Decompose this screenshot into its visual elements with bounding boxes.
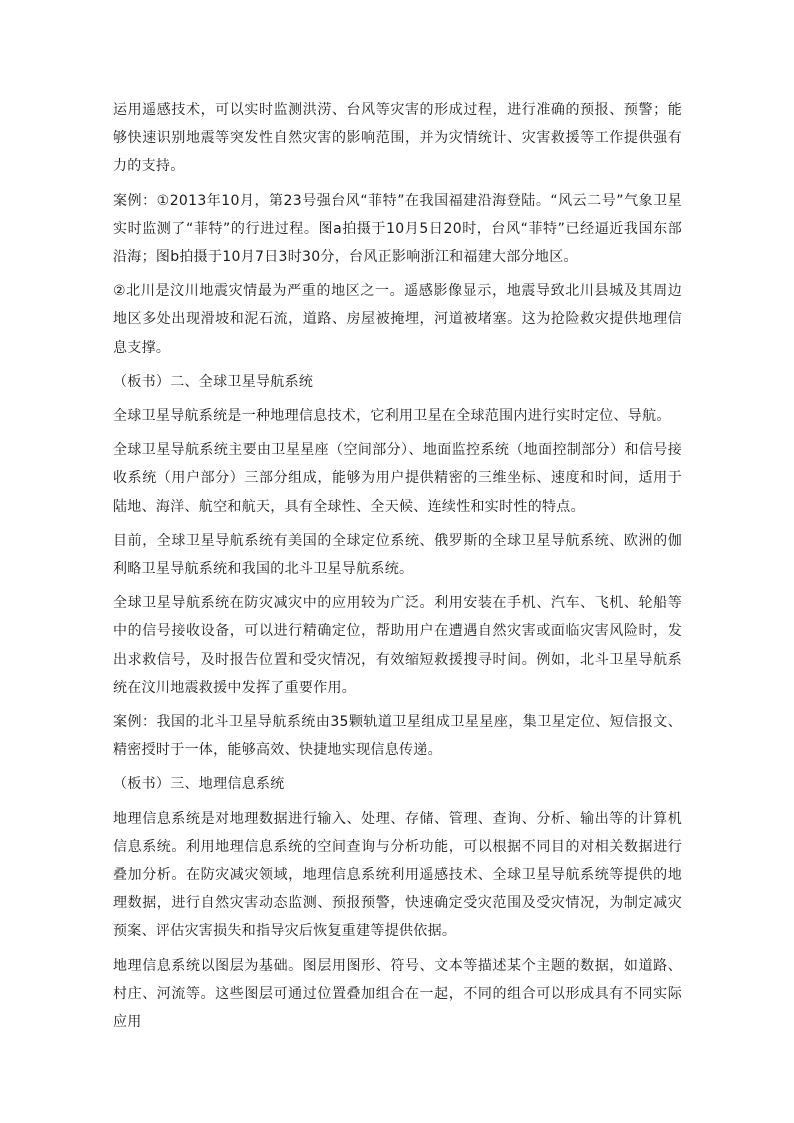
- paragraph-case-typhoon: 案例：①2013年10月，第23号强台风“菲特”在我国福建沿海登陆。“风云二号”气象卫星实时监测了“菲特”的行进过程。图a拍摄于10月5日20时，台风“菲特”已经逼近我国东部沿海；图b拍摄于10月7日3时30分，台风正影响浙江和福建大部分地区。: [113, 192, 682, 266]
- paragraph-gnss-systems: 目前，全球卫星导航系统有美国的全球定位系统、俄罗斯的全球卫星导航系统、欧洲的伽利略卫星导航系统和我国的北斗卫星导航系统。: [113, 532, 682, 578]
- paragraph-gnss-components: 全球卫星导航系统主要由卫星星座（空间部分）、地面监控系统（地面控制部分）和信号接收系统（用户部分）三部分组成，能够为用户提供精密的三维坐标、速度和时间，适用于陆地、海洋、航空和航天，具有全球性、全天候、连续性和实时性的特点。: [113, 442, 682, 515]
- paragraph-gnss-definition: 全球卫星导航系统是一种地理信息技术，它利用卫星在全球范围内进行实时定位、导航。: [113, 408, 671, 425]
- section-heading-gis: （板书）三、地理信息系统: [113, 776, 285, 793]
- paragraph-case-beidou: 案例：我国的北斗卫星导航系统由35颗轨道卫星组成卫星星座，集卫星定位、短信报文、精密授时于一体，能够高效、快捷地实现信息传递。: [113, 714, 682, 759]
- section-heading-gnss: （板书）二、全球卫星导航系统: [113, 373, 314, 390]
- paragraph-gis-definition: 地理信息系统是对地理数据进行输入、处理、存储、管理、查询、分析、输出等的计算机信息系统。利用地理信息系统的空间查询与分析功能，可以根据不同目的对相关数据进行叠加分析。在防灾减灾领域，地理信息系统利用遥感技术、全球卫星导航系统等提供的地理数据，进行自然灾害动态监测、预报预警，快速确定受灾范围及受灾情况，为制定减灾预案、评估灾害损失和指导灾后恢复重建等提供依据。: [113, 810, 682, 940]
- paragraph-gis-layers: 地理信息系统以图层为基础。图层用图形、符号、文本等描述某个主题的数据，如道路、村庄、河流等。这些图层可通过位置叠加组合在一起，不同的组合可以形成具有不同实际应用: [113, 957, 682, 1031]
- paragraph-case-beichuan: ②北川是汶川地震灾情最为严重的地区之一。遥感影像显示，地震导致北川县城及其周边地区多处出现滑坡和泥石流，道路、房屋被掩埋，河道被堵塞。这为抢险救灾提供地理信息支撑。: [113, 283, 682, 356]
- paragraph-gnss-applications: 全球卫星导航系统在防灾减灾中的应用较为广泛。利用安装在手机、汽车、飞机、轮船等中的信号接收设备，可以进行精确定位，帮助用户在遭遇自然灾害或面临灾害风险时，发出求救信号，及时报告位置和受灾情况，有效缩短救援搜寻时间。例如，北斗卫星导航系统在汶川地震救援中发挥了重要作用。: [113, 595, 682, 696]
- paragraph-remote-sensing: 运用遥感技术，可以实时监测洪涝、台风等灾害的形成过程，进行准确的预报、预警；能够快速识别地震等突发性自然灾害的影响范围，并为灾情统计、灾害救援等工作提供强有力的支持。: [113, 102, 682, 175]
